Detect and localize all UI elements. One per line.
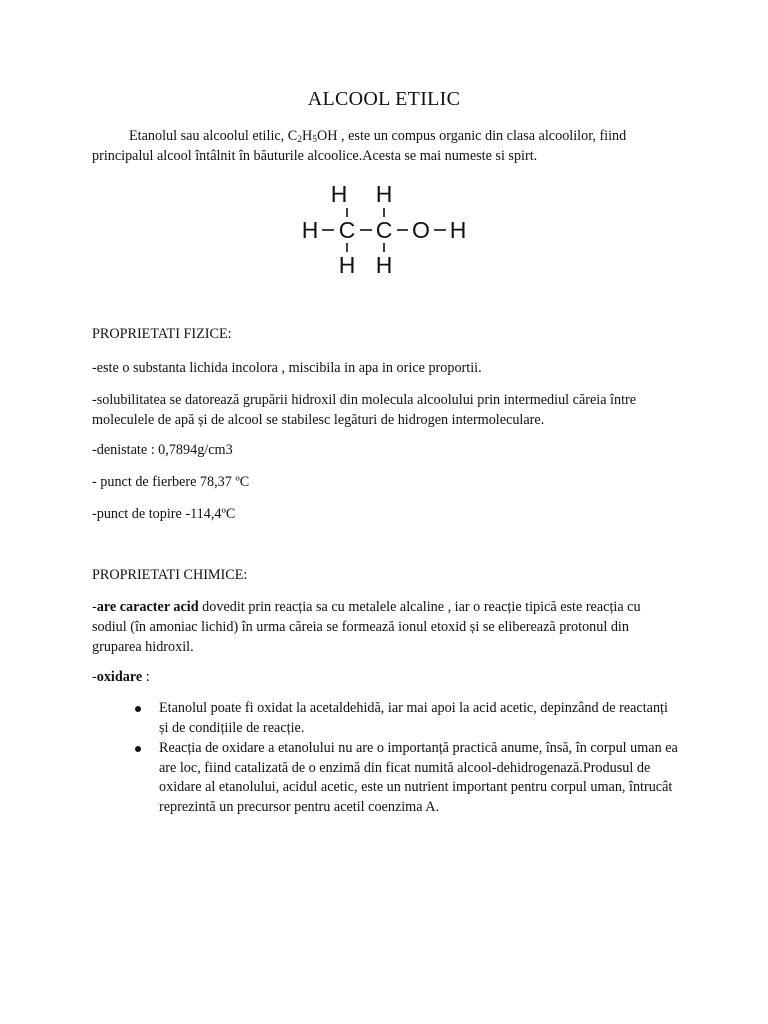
- physical-item-boiling-point: - punct de fierbere 78,37 ºC: [92, 474, 250, 490]
- physical-item-density: -denistate : 0,7894g/cm3: [92, 442, 233, 458]
- bullet-1-line-2: și de condițiile de reacție.: [159, 719, 305, 736]
- physical-properties-heading: PROPRIETATI FIZICE:: [92, 326, 232, 342]
- oxidation-label-line: [92, 667, 676, 687]
- formula-subscript-2: 2: [297, 135, 302, 145]
- oxidation-bullet-list: [133, 699, 678, 818]
- oxidation-bold-label: oxidare: [96, 669, 143, 685]
- atom-h-left: H: [301, 217, 319, 243]
- bullet-icon: [135, 746, 141, 752]
- list-item: [133, 699, 678, 738]
- atom-c2: C: [375, 217, 393, 243]
- acid-text: dovedit prin reacția sa cu metalele alcaline , iar o reacție tipică este reacția cu sodiul (în amoniac lichid) în urma căreia se formează ionul etoxid și se eliberează protonul din gruparea hidroxil.: [92, 599, 641, 655]
- acid-dash: -: [92, 599, 97, 615]
- oxidation-colon: :: [142, 669, 150, 685]
- atom-h-bottom-2: H: [375, 252, 393, 276]
- bullet-icon: [135, 706, 141, 712]
- atom-o: O: [412, 217, 430, 243]
- intro-paragraph: [92, 126, 676, 166]
- physical-item-miscibility: -este o substanta lichida incolora , miscibila in apa in orice proportii.: [92, 360, 482, 376]
- intro-text-2: OH , este un compus organic din clasa alcoolilor, fiind principalul alcool întâlnit în băuturile alcoolice.Acesta se mai numeste si spirt.: [92, 128, 627, 164]
- atom-c1: C: [338, 217, 356, 243]
- intro-text-1: Etanolul sau alcoolul etilic, C: [129, 128, 298, 144]
- ethanol-structural-formula: [298, 180, 470, 276]
- physical-item-melting-point: -punct de topire -114,4ºC: [92, 506, 236, 522]
- acid-bold-label: are caracter acid: [96, 599, 199, 615]
- document-title: ALCOOL ETILIC: [307, 88, 461, 110]
- chemical-acid-paragraph: [92, 597, 676, 657]
- physical-item-solubility: -solubilitatea se datorează grupării hidroxil din molecula alcoolului prin intermediul căreia între moleculele de apă și de alcool se stabilesc legături de hidrogen intermoleculare.: [92, 392, 637, 428]
- formula-subscript-5: 5: [312, 135, 317, 145]
- bullet-1-line-1: Etanolul poate fi oxidat la acetaldehidă, iar mai apoi la acid acetic, depinzând de reactanți: [159, 700, 668, 716]
- atom-h-top-1: H: [330, 181, 348, 207]
- oxidation-dash: -: [92, 669, 97, 685]
- formula-h: H: [302, 128, 313, 144]
- atom-h-right: H: [449, 217, 467, 243]
- atom-h-bottom-1: H: [338, 252, 356, 276]
- atom-h-top-2: H: [375, 181, 393, 207]
- list-item: [133, 739, 678, 817]
- bullet-2-text: Reacția de oxidare a etanolului nu are o importanță practică anume, însă, în corpul uman ea are loc, fiind catalizată de o enzimă din ficat numită alcool-dehidrogenază.Produsul de oxidare al etanolului, acidul acetic, este un nutrient important pentru corpul uman, întrucât reprezintă un precursor pentru acetil coenzima A.: [159, 740, 678, 815]
- chemical-properties-heading: PROPRIETATI CHIMICE:: [92, 567, 248, 583]
